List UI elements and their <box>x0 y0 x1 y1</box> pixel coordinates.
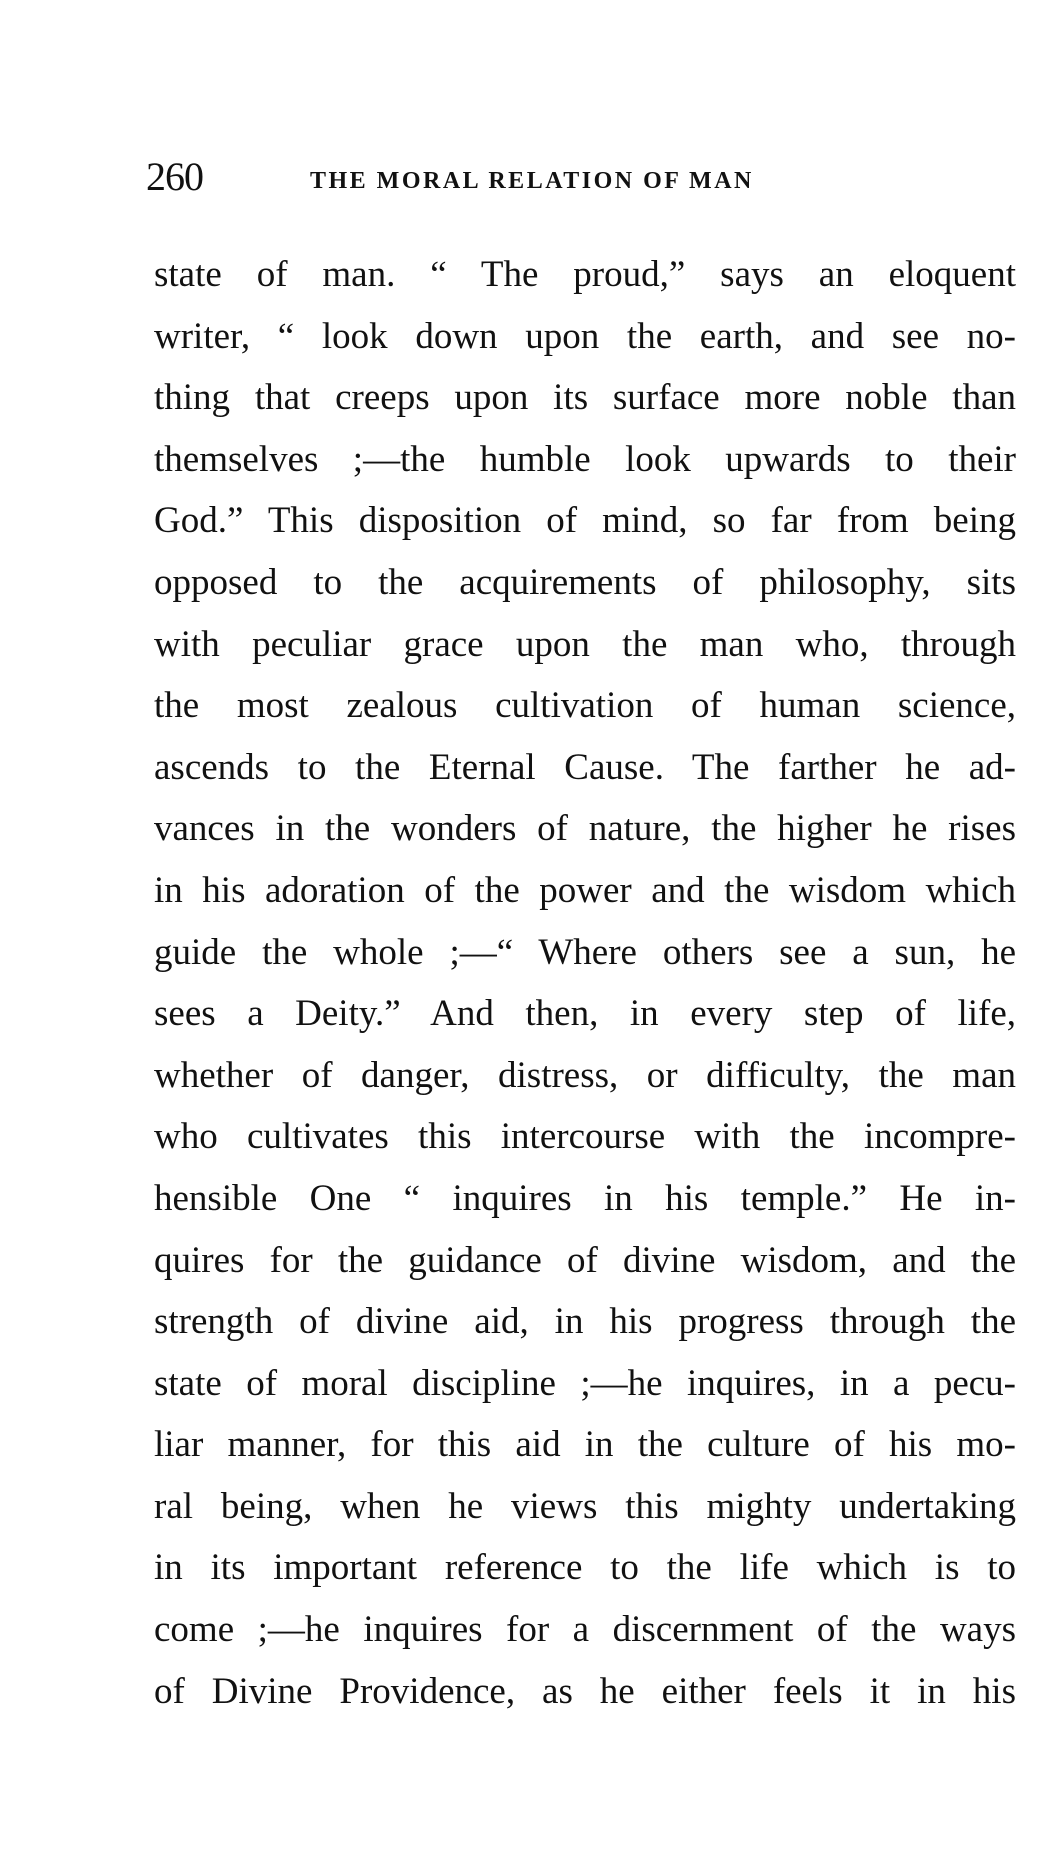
text-line: quires for the guidance of divine wisdom, and the <box>154 1239 1016 1281</box>
body-text <box>154 244 1024 1722</box>
text-line: ral being, when he views this mighty undertaking <box>154 1485 1016 1527</box>
text-line: themselves ;—the humble look upwards to their <box>154 438 1016 480</box>
text-line: ascends to the Eternal Cause. The farther he ad- <box>154 746 1016 788</box>
text-line: hensible One “ inquires in his temple.” He in- <box>154 1177 1016 1219</box>
text-line: with peculiar grace upon the man who, through <box>154 623 1016 665</box>
text-line: of Divine Providence, as he either feels it in his <box>154 1670 1016 1712</box>
text-line: guide the whole ;—“ Where others see a sun, he <box>154 931 1016 973</box>
text-line: whether of danger, distress, or difficulty, the man <box>154 1054 1016 1096</box>
text-line: state of man. “ The proud,” says an eloquent <box>154 254 1016 295</box>
text-line: sees a Deity.” And then, in every step of life, <box>154 993 1016 1035</box>
text-line: state of moral discipline ;—he inquires, in a pecu- <box>154 1362 1016 1404</box>
text-line: liar manner, for this aid in the culture of his mo- <box>154 1424 1016 1466</box>
text-line: thing that creeps upon its surface more noble than <box>154 377 1016 419</box>
text-line: God.” This disposition of mind, so far from being <box>154 500 1016 542</box>
page-number: 260 <box>146 154 203 199</box>
text-line: opposed to the acquirements of philosophy, sits <box>154 561 1016 603</box>
text-line: in its important reference to the life which is to <box>154 1547 1016 1589</box>
text-line: the most zealous cultivation of human science, <box>154 685 1016 727</box>
running-head <box>146 152 1016 212</box>
text-line: who cultivates this intercourse with the incompre- <box>154 1116 1016 1158</box>
text-line: come ;—he inquires for a discernment of the ways <box>154 1609 1016 1651</box>
text-line: writer, “ look down upon the earth, and see no- <box>154 315 1016 357</box>
text-line: in his adoration of the power and the wisdom which <box>154 869 1016 911</box>
text-line: strength of divine aid, in his progress through the <box>154 1301 1016 1343</box>
running-title: THE MORAL RELATION OF MAN <box>310 168 754 194</box>
text-line: vances in the wonders of nature, the higher he rises <box>154 808 1016 850</box>
